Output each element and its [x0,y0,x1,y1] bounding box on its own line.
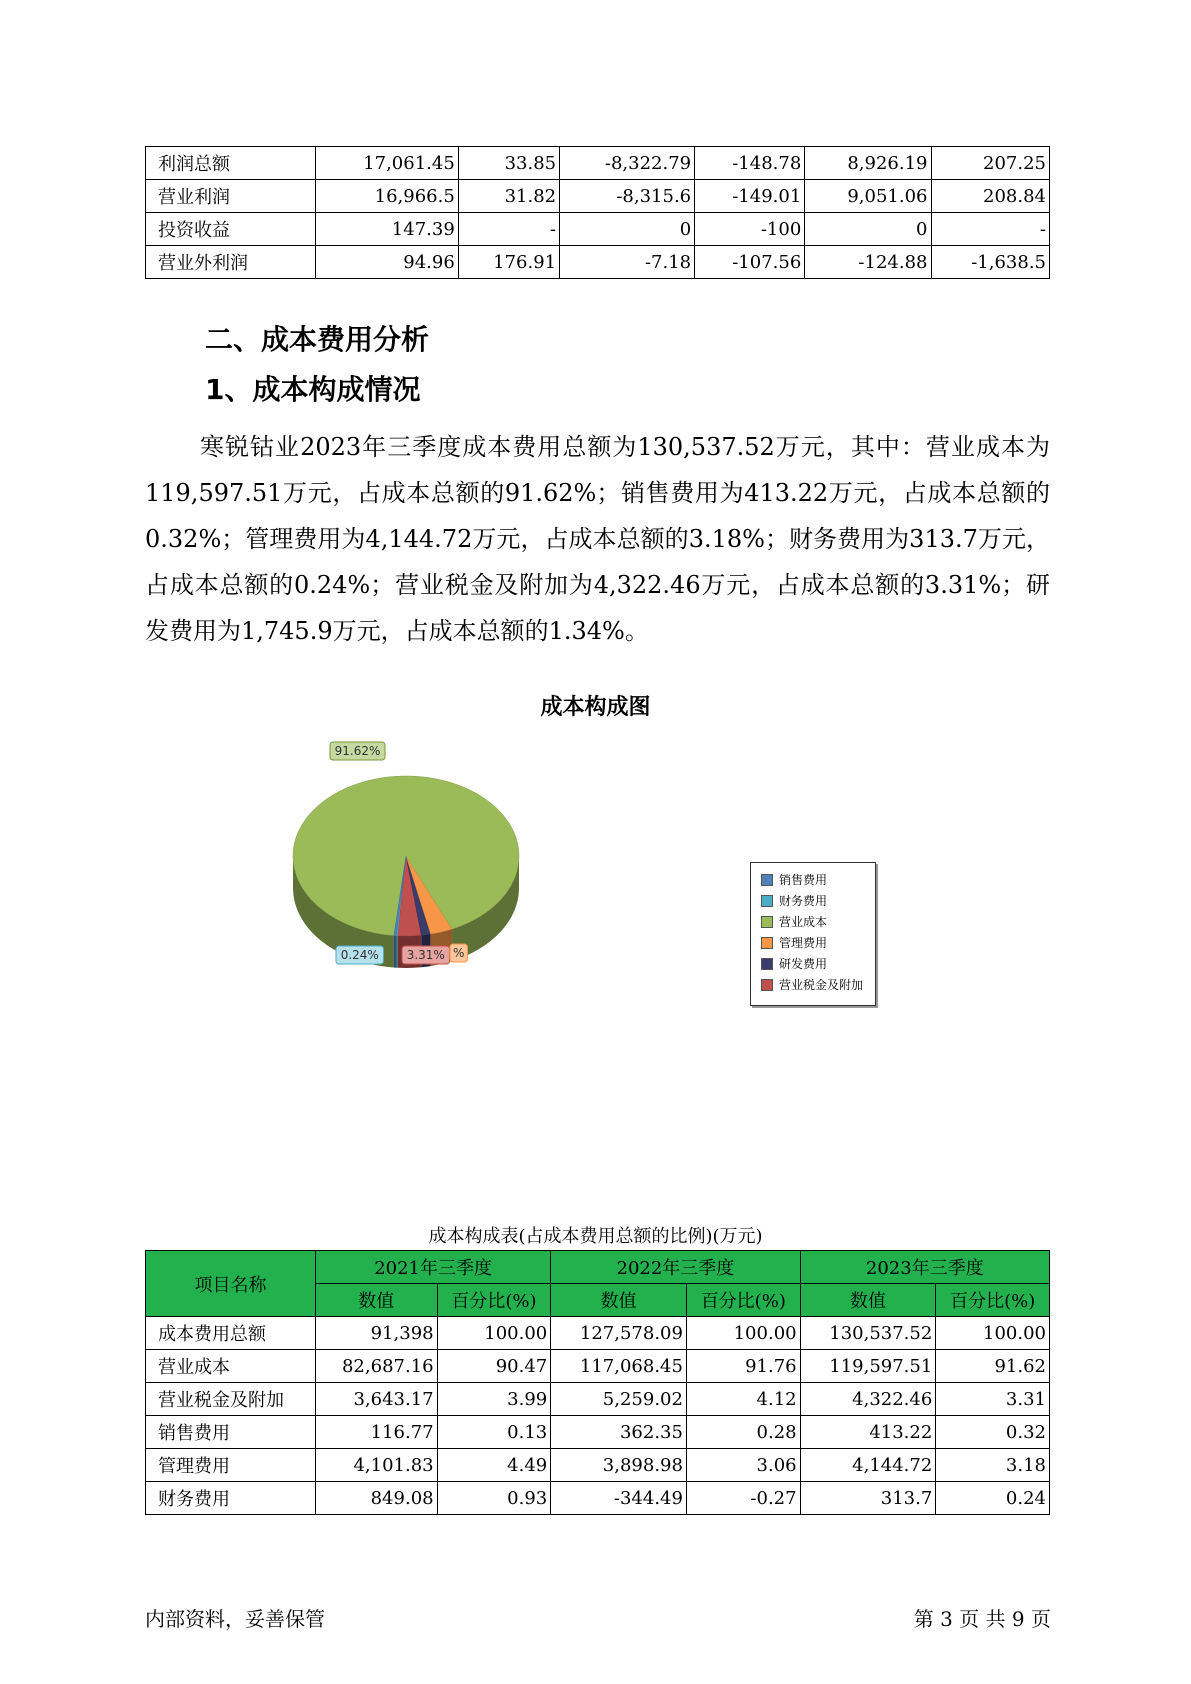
table-row [146,1317,1050,1350]
legend-swatch [761,916,773,928]
footer-note: 内部资料，妥善保管 [145,1607,325,1631]
header-sub: 百分比(%) [686,1284,800,1317]
pie-slice-side [394,936,396,968]
header-sub: 数值 [800,1284,936,1317]
header-sub: 百分比(%) [437,1284,551,1317]
row-label: 成本费用总额 [146,1317,316,1350]
table-cell: 91.62 [936,1350,1050,1383]
legend-label: 销售费用 [779,873,828,887]
table-cell: -149.01 [695,180,805,213]
table-cell: 116.77 [316,1416,438,1449]
table-cell: 5,259.02 [551,1383,687,1416]
table-cell: -344.49 [551,1482,687,1515]
table-cell: 4,322.46 [800,1383,936,1416]
table-cell: 413.22 [800,1416,936,1449]
table-cell: -0.27 [686,1482,800,1515]
table-cell: 3,898.98 [551,1449,687,1482]
section-title: 二、成本费用分析 [205,323,430,356]
header-row [146,1251,1050,1284]
table-cell: 130,537.52 [800,1317,936,1350]
table-cell: 17,061.45 [316,147,459,180]
row-label: 营业税金及附加 [146,1383,316,1416]
table-row [146,1350,1050,1383]
legend-label: 营业税金及附加 [779,978,864,992]
pie-data-label-text: % [453,946,465,960]
table-row [146,213,1050,246]
pie-data-label-text: 0.24% [340,948,379,962]
legend-item [761,953,875,974]
table-cell: - [458,213,559,246]
legend-swatch [761,979,773,991]
table-caption: 成本构成表(占成本费用总额的比例)(万元) [428,1226,763,1247]
pie-data-label-text: 3.31% [406,948,445,962]
table-row [146,1449,1050,1482]
chart-title: 成本构成图 [540,695,651,720]
legend-label: 营业成本 [779,915,828,929]
table-cell: 147.39 [316,213,459,246]
table-cell: 0 [560,213,695,246]
legend-label: 研发费用 [779,957,828,971]
subsection-title: 1、成本构成情况 [205,373,421,406]
row-label: 销售费用 [146,1416,316,1449]
legend-label: 财务费用 [779,894,828,908]
table-cell: 313.7 [800,1482,936,1515]
pie-data-label-text: 91.62% [334,744,381,758]
row-label: 营业成本 [146,1350,316,1383]
table-cell: 91.76 [686,1350,800,1383]
header-sub: 百分比(%) [936,1284,1050,1317]
legend-item [761,911,875,932]
page-number: 第 3 页 共 9 页 [913,1607,1051,1631]
table-cell: -124.88 [805,246,931,279]
table-cell: 3.31 [936,1383,1050,1416]
table-cell: -7.18 [560,246,695,279]
table-cell: -8,315.6 [560,180,695,213]
table-cell: 207.25 [931,147,1050,180]
row-label: 财务费用 [146,1482,316,1515]
table-cell: -100 [695,213,805,246]
table-cell: 4,144.72 [800,1449,936,1482]
table-cell: 3.18 [936,1449,1050,1482]
table-cell: 849.08 [316,1482,438,1515]
table-cell: -107.56 [695,246,805,279]
row-label: 营业外利润 [146,246,316,279]
pie-slice-side [396,936,398,968]
table-cell: 90.47 [437,1350,551,1383]
table-row [146,246,1050,279]
table-cell: 4.49 [437,1449,551,1482]
pie-data-label [336,946,384,964]
table-cell: 31.82 [458,180,559,213]
table-row [146,1482,1050,1515]
header-period: 2023年三季度 [800,1251,1049,1284]
table-cell: 0.32 [936,1416,1050,1449]
table-cell: 33.85 [458,147,559,180]
table-cell: 3.99 [437,1383,551,1416]
table-cell: 0.24 [936,1482,1050,1515]
table-row [146,180,1050,213]
header-sub: 数值 [551,1284,687,1317]
legend-swatch [761,895,773,907]
table-cell: 9,051.06 [805,180,931,213]
table-row [146,1416,1050,1449]
table-row [146,1383,1050,1416]
table-cell: 100.00 [936,1317,1050,1350]
table-cell: - [931,213,1050,246]
pie-data-label [330,742,385,760]
table-cell: 8,926.19 [805,147,931,180]
table-cell: 91,398 [316,1317,438,1350]
table-cell: 0.28 [686,1416,800,1449]
legend-item [761,869,875,890]
header-period: 2022年三季度 [551,1251,800,1284]
table-row [146,147,1050,180]
table-cell: 82,687.16 [316,1350,438,1383]
table-cell: 94.96 [316,246,459,279]
header-sub: 数值 [316,1284,438,1317]
row-label: 利润总额 [146,147,316,180]
pie-chart [290,740,670,1010]
pie-data-label [402,946,450,964]
legend-swatch [761,937,773,949]
cost-structure-table [145,1250,1050,1515]
table-cell: 0 [805,213,931,246]
body-paragraph: 寒锐钴业2023年三季度成本费用总额为130,537.52万元，其中：营业成本为119,597.51万元，占成本总额的91.62%；销售费用为413.22万元，占成本总额的0.32%；管理费用为4,144.72万元，占成本总额的3.18%；财务费用为313.7万元，占成本总额的0.24%；营业税金及附加为4,322.46万元，占成本总额的3.31%；研发费用为1,745.9万元，占成本总额的1.34%。 [145,433,1050,645]
table-cell: 119,597.51 [800,1350,936,1383]
legend-item [761,890,875,911]
table-cell: 0.93 [437,1482,551,1515]
legend-swatch [761,958,773,970]
profit-table [145,146,1050,279]
table-cell: 3,643.17 [316,1383,438,1416]
header-item: 项目名称 [146,1251,316,1317]
legend-label: 管理费用 [779,936,828,950]
table-cell: -8,322.79 [560,147,695,180]
table-cell: 176.91 [458,246,559,279]
table-cell: 0.13 [437,1416,551,1449]
header-period: 2021年三季度 [316,1251,551,1284]
chart-legend [750,862,876,1006]
table-cell: 100.00 [437,1317,551,1350]
table-cell: 208.84 [931,180,1050,213]
row-label: 营业利润 [146,180,316,213]
legend-item [761,974,875,995]
legend-item [761,932,875,953]
table-cell: 117,068.45 [551,1350,687,1383]
table-cell: 16,966.5 [316,180,459,213]
table-cell: 3.06 [686,1449,800,1482]
pie-data-label [450,944,468,962]
table-cell: 100.00 [686,1317,800,1350]
legend-swatch [761,874,773,886]
row-label: 投资收益 [146,213,316,246]
table-cell: 362.35 [551,1416,687,1449]
table-cell: 4,101.83 [316,1449,438,1482]
table-cell: -1,638.5 [931,246,1050,279]
table-cell: 127,578.09 [551,1317,687,1350]
table-cell: -148.78 [695,147,805,180]
row-label: 管理费用 [146,1449,316,1482]
table-cell: 4.12 [686,1383,800,1416]
